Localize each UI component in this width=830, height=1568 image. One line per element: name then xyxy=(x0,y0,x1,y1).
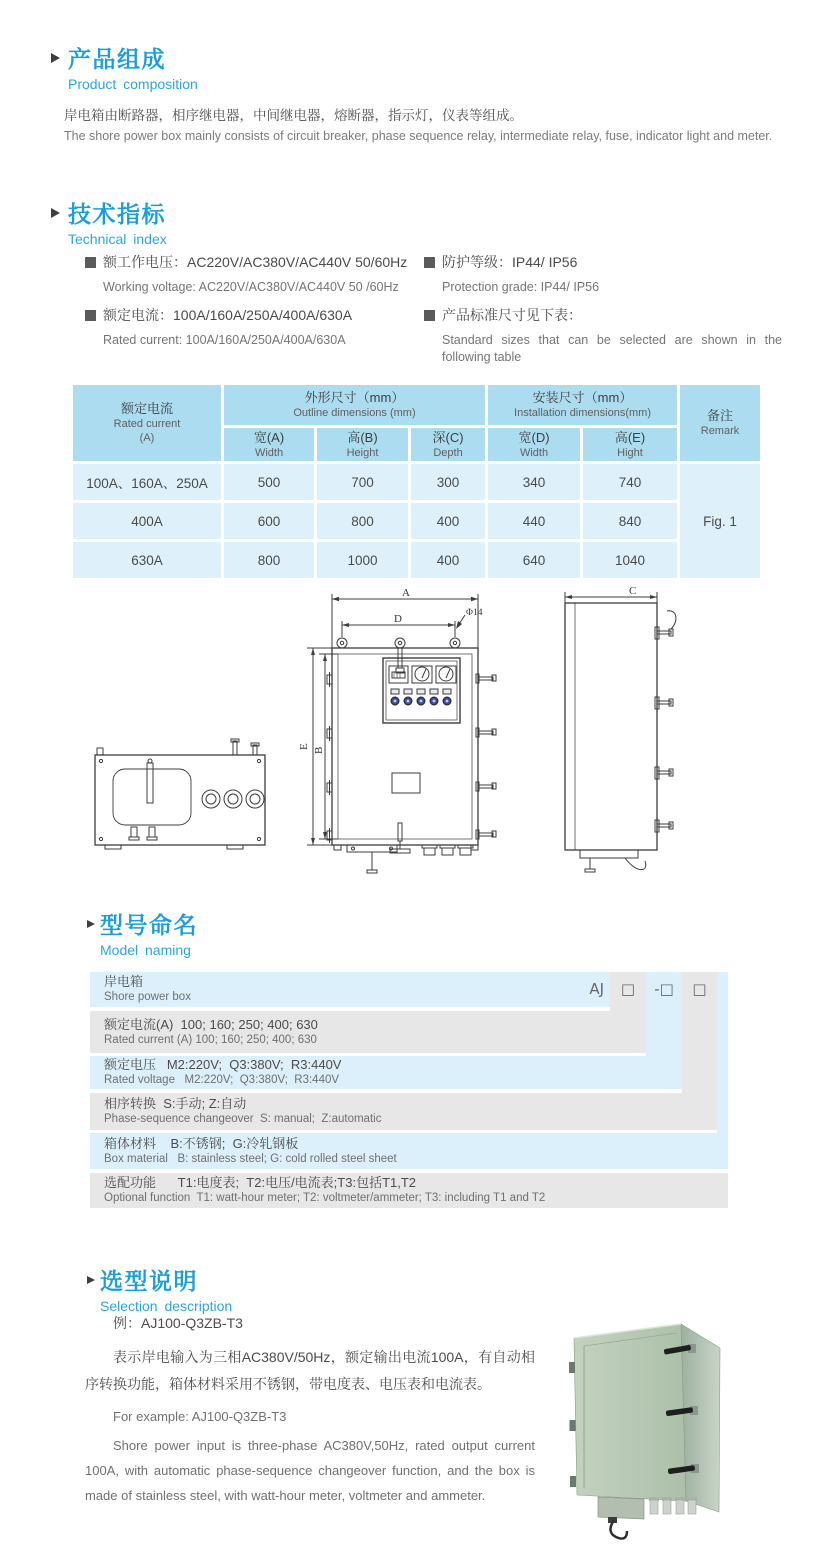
technical-drawing-fig1 xyxy=(85,583,775,895)
composition-body-en: The shore power box mainly consists of circuit breaker, phase sequence relay, intermediate relay, fuse, indicator light and meter. xyxy=(64,129,773,143)
header-installation-dimensions: 安装尺寸（mm） Installation dimensions(mm) xyxy=(487,384,679,427)
cell-depth: 400 xyxy=(410,541,487,580)
cell-height: 700 xyxy=(316,463,410,502)
spec-item xyxy=(424,253,772,271)
cell-install-height: 740 xyxy=(582,463,679,502)
cell-width: 800 xyxy=(223,541,316,580)
cell-height: 800 xyxy=(316,502,410,541)
cell-remark: Fig. 1 xyxy=(679,463,762,580)
spec-en-text: Rated current: 100A/160A/250A/400A/630A xyxy=(103,333,346,347)
spec-cn-text: 额定电流：100A/160A/250A/400A/630A xyxy=(103,307,353,323)
spec-cn-text: 额工作电压：AC220V/AC380V/AC440V 50/60Hz xyxy=(103,254,408,270)
cell-depth: 300 xyxy=(410,463,487,502)
cell-install-width: 640 xyxy=(487,541,582,580)
header-outline-dimensions: 外形尺寸（mm） Outline dimensions (mm) xyxy=(223,384,487,427)
section-arrow-icon xyxy=(87,1276,95,1284)
selection-body-cn: 表示岸电输入为三相AC380V/50Hz，额定输出电流100A，有自动相序转换功能，箱体材料采用不锈钢，带电度表、电压表和电流表。 xyxy=(85,1349,535,1392)
spec-en-text: Protection grade: IP44/ IP56 xyxy=(442,280,600,294)
hole-dia-label: Φ14 xyxy=(466,608,483,618)
header-width-d: 宽(D) Width xyxy=(487,427,582,463)
spec-item xyxy=(85,306,423,324)
header-height-e: 高(E) Hight xyxy=(582,427,679,463)
spec-cn-text: 防护等级：IP44/ IP56 xyxy=(442,254,578,270)
naming-row-product: 岸电箱 Shore power box xyxy=(90,972,610,1007)
indicator-lights-icon xyxy=(391,689,451,705)
selection-example-en: For example: AJ100-Q3ZB-T3 xyxy=(113,1409,287,1424)
model-naming-table xyxy=(90,972,728,1208)
table-row xyxy=(72,463,762,502)
section-title-cn: 型号命名 xyxy=(100,912,198,938)
bullet-square-icon xyxy=(85,257,96,268)
section-title-en: Selection description xyxy=(100,1298,233,1314)
dim-label-c: C xyxy=(629,585,637,597)
cell-width: 600 xyxy=(223,502,316,541)
spec-cn-text: 产品标准尺寸见下表： xyxy=(442,307,582,323)
dim-label-a: A xyxy=(402,587,410,599)
cell-install-width: 440 xyxy=(487,502,582,541)
cell-install-height: 840 xyxy=(582,502,679,541)
header-depth-c: 深(C) Depth xyxy=(410,427,487,463)
section-arrow-icon xyxy=(51,208,60,218)
naming-row-optional-function: 选配功能 T1:电度表; T2:电压/电流表;T3:包括T1,T2 Optional function T1: watt-hour meter; T2: voltmeter/ammeter; T3: including T1 and T2 xyxy=(90,1173,728,1208)
bullet-square-icon xyxy=(424,257,435,268)
model-code-box-3: □ xyxy=(692,980,707,998)
table-row xyxy=(72,541,762,580)
model-code-prefix: AJ xyxy=(589,980,604,998)
selection-example-cn: 例：AJ100-Q3ZB-T3 xyxy=(113,1315,243,1331)
spec-en-text: Working voltage: AC220V/AC380V/AC440V 50 /60Hz xyxy=(103,280,399,294)
box-side-face xyxy=(681,1324,720,1512)
section-title-en: Model naming xyxy=(100,942,191,958)
product-photo xyxy=(538,1288,806,1566)
section-technical-index xyxy=(68,201,167,247)
naming-row-rated-voltage: 额定电压 M2:220V; Q3:380V; R3:440V Rated voltage M2:220V; Q3:380V; R3:440V xyxy=(90,1056,682,1089)
cell-width: 500 xyxy=(223,463,316,502)
cell-install-height: 1040 xyxy=(582,541,679,580)
bullet-square-icon xyxy=(424,310,435,321)
cell-current: 400A xyxy=(72,502,223,541)
section-title-cn: 技术指标 xyxy=(68,201,166,227)
section-model-naming xyxy=(100,912,198,958)
section-arrow-icon xyxy=(87,920,95,928)
spec-column-left xyxy=(85,253,423,359)
cell-depth: 400 xyxy=(410,502,487,541)
header-height-b: 高(B) Height xyxy=(316,427,410,463)
header-rated-current: 额定电流 Rated current (A) xyxy=(72,384,223,463)
size-table xyxy=(70,382,763,581)
table-header-row xyxy=(72,384,762,427)
dim-label-d: D xyxy=(394,613,402,625)
cell-install-width: 340 xyxy=(487,463,582,502)
model-code-box-2: -□ xyxy=(654,980,674,998)
section-title-en: Product composition xyxy=(68,76,198,92)
section-title-en: Technical index xyxy=(68,231,167,247)
cable-glands xyxy=(598,1497,697,1539)
model-code-box-1: □ xyxy=(620,980,636,998)
cell-height: 1000 xyxy=(316,541,410,580)
section-title-cn: 产品组成 xyxy=(68,46,166,72)
section-title-cn: 选型说明 xyxy=(100,1268,198,1294)
spec-item xyxy=(424,306,772,324)
section-product-composition xyxy=(68,46,198,92)
spec-item xyxy=(85,253,423,271)
spec-en-text: Standard sizes that can be selected are shown in the following table xyxy=(442,333,782,364)
dim-label-e: E xyxy=(298,743,310,750)
dim-label-b: B xyxy=(313,746,325,754)
spec-column-right xyxy=(424,253,782,376)
naming-row-phase-changeover: 相序转换 S:手动; Z:自动 Phase-sequence changeover S: manual; Z:automatic xyxy=(90,1093,717,1130)
bullet-square-icon xyxy=(85,310,96,321)
cell-current: 630A xyxy=(72,541,223,580)
header-remark: 备注 Remark xyxy=(679,384,762,463)
header-width-a: 宽(A) Width xyxy=(223,427,316,463)
section-arrow-icon xyxy=(51,53,60,63)
selection-text-block xyxy=(85,1313,535,1508)
composition-body-cn: 岸电箱由断路器，相序继电器，中间继电器，熔断器，指示灯，仪表等组成。 xyxy=(64,108,523,123)
cell-current: 100A、160A、250A xyxy=(72,463,223,502)
selection-body-en: Shore power input is three-phase AC380V,50Hz, rated output current 100A, with automatic phase-sequence changeover function, and the box is made of stainless steel, with watt-hour meter, voltmeter and ammeter. xyxy=(85,1438,535,1503)
naming-row-rated-current: 额定电流(A) 100; 160; 250; 400; 630 Rated current (A) 100; 160; 250; 400; 630 xyxy=(90,1011,646,1053)
table-row xyxy=(72,502,762,541)
section-selection-description xyxy=(100,1268,232,1314)
naming-row-box-material: 箱体材料 B:不锈钢; G:冷轧钢板 Box material B: stainless steel; G: cold rolled steel sheet xyxy=(90,1133,728,1169)
